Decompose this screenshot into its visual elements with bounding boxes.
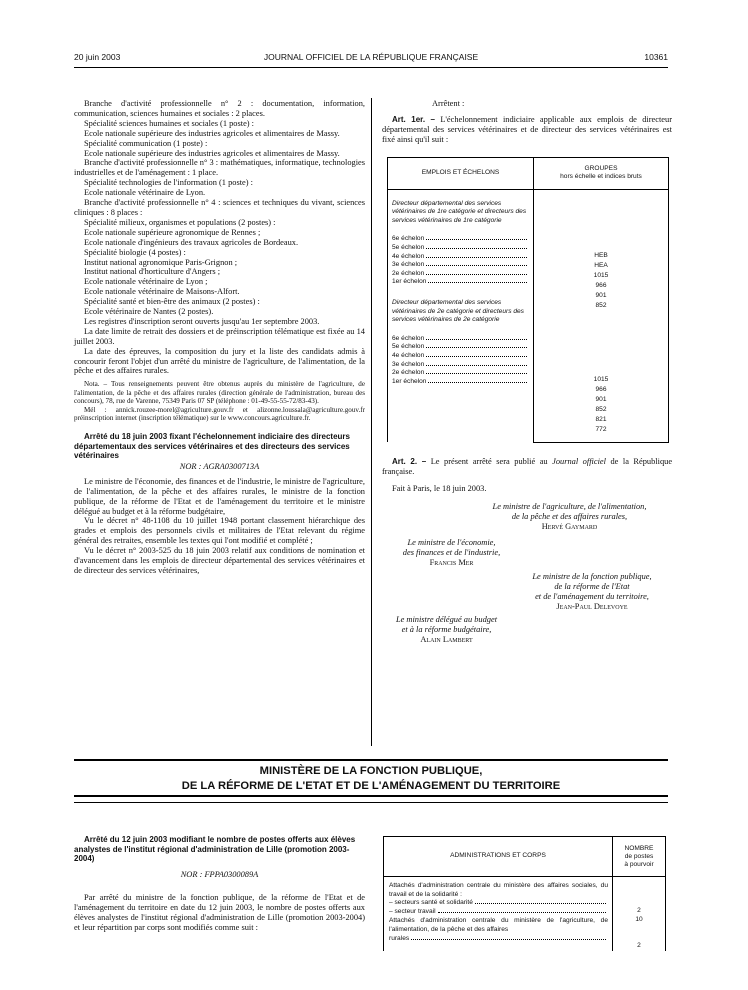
header-page-number: 10361 [644,52,668,62]
paragraph: Spécialité santé et bien-être des animaux (2 postes) : [84,297,260,307]
signature-title: et de l'aménagement du territoire, [535,591,649,601]
table-row: 1er échelon [392,278,529,287]
right-column [382,99,672,645]
echelonnement-table [387,157,669,443]
group-2-rows [392,335,529,387]
table-row: – secteur travail [389,908,608,917]
paragraph: Spécialité milieux, organismes et populations (2 postes) : [84,217,276,227]
group-1-title: Directeur départemental des services vétérinaires de 1re catégorie et directeurs des services vétérinaires de 1re catégorie [392,199,527,224]
paragraph: Spécialité sciences humaines et sociales (1 poste) : [84,118,255,128]
paragraph: Le ministre de l'économie, des finances et de l'industrie, le ministre de l'agriculture, de l'alimentation, de la pêche et des affaires rurales, le ministre de la fonction publique, de la réforme de l'Etat et de l'aménagement du territoire et le ministre délégué au budget et à la réforme budgétaire, [74,476,365,516]
paragraph: Institut national d'horticulture d'Angers ; [84,267,221,277]
page-header [74,52,668,66]
ministry-banner [74,759,668,797]
nota-email: Mél : annick.rouzee-morel@agriculture.gouv.fr et alizonne.loussala@agriculture.gouv.fr préinscription internet (inscription télématique) sur le www.concours.agriculture.fr. [74,405,365,422]
paragraph: Branche d'activité professionnelle n° 4 : sciences et techniques du vivant, sciences cliniques : 8 places : [74,198,365,217]
table-cell: 966 [595,385,607,393]
table-cell: 901 [595,291,607,299]
paragraph: Ecole nationale vétérinaire de Lyon. [84,188,206,198]
paragraph: Ecole nationale d'ingénieurs des travaux agricoles de Bordeaux. [84,237,299,247]
group-1-values [534,252,668,312]
table-cell: 966 [595,281,607,289]
table-row: 2e échelon [392,369,529,378]
paragraph: Les registres d'inscription seront ouverts jusqu'au 1er septembre 2003. [84,316,320,326]
signature-name: Hervé Gaymard [541,522,598,532]
nota-paragraph: Nota. – Tous renseignements peuvent être obtenus auprès du ministère de l'agriculture, de l'alimentation, de la pêche et des affaires rurales (direction générale de l'administration, bureau des concours), 78, rue de Varenne, 75349 Paris 07 SP (téléphone : 01-49-55-55-72/83-43). [74,380,365,406]
art1-text: L'échelonnement indiciaire applicable aux emplois de directeur départemental des services vétérinaires et de directeur des services vétérinaires est fixé ainsi qu'il suit : [382,114,672,144]
paragraph: Spécialité biologie (4 postes) : [84,247,186,257]
table-row: 6e échelon [392,235,529,244]
table-row: 3e échelon [392,361,529,370]
paragraph: Spécialité communication (1 poste) : [84,138,208,148]
fait-a-paris: Fait à Paris, le 18 juin 2003. [392,484,487,494]
table-row: rurales [389,935,608,944]
table-cell: 2 [637,942,641,949]
table-cell: 1015 [593,375,609,383]
banner-line-2: DE LA RÉFORME DE L'ETAT ET DE L'AMÉNAGEMENT DU TERRITOIRE [181,780,561,792]
table-row: – secteurs santé et solidarité [389,899,608,908]
arretent-text: Arrêtent : [432,99,465,108]
signature-block [384,538,519,568]
signature-name: Francis Mer [429,557,474,567]
signature-name: Jean-Paul Delevoye [556,601,628,611]
header-line: de postes [624,852,654,860]
header-line: NOMBRE [624,844,654,852]
paragraph: Vu le décret n° 48-1108 du 10 juillet 1948 portant classement hiérarchique des grades et emplois des personnels civils et militaires de l'Etat relevant du régime général des retraites, ensemble les textes qui l'ont modifié et complété ; [74,516,365,546]
table-cell: 821 [595,415,607,423]
table-header-nombre [613,837,666,877]
signature-title: et à la réforme budgétaire, [401,625,492,635]
paragraph: Ecole nationale vétérinaire de Lyon ; [84,277,208,287]
header-line: à pourvoir [624,860,654,868]
art2-text: Le présent arrêté sera publié au [430,456,548,466]
group-2-title: Directeur départemental des services vétérinaires de 2e catégorie et directeurs des services vétérinaires de 2e catégorie [392,298,524,324]
signature-block [384,615,509,645]
table-cell: 852 [595,301,607,309]
art2-text-end: de la République française. [382,456,673,476]
art1-label: Art. 1er. – [392,114,435,124]
paragraph: Ecole nationale supérieure agronomique de Rennes ; [84,227,261,237]
paragraph: La date des épreuves, la composition du jury et la liste des candidats admis à concourir feront l'objet d'un arrêté du ministre de l'agriculture, de l'alimentation, de la pêche et des affaires rurales. [74,346,365,376]
nombre-cell [613,877,666,951]
table-row: 4e échelon [392,352,529,361]
paragraph: Institut national agronomique Paris-Grignon ; [84,257,238,267]
signature-block [472,502,667,532]
group-1-rows [392,235,529,287]
table-cell: 901 [595,395,607,403]
table-row: 1er échelon [392,378,529,387]
signature-title: des finances et de l'industrie, [402,547,501,557]
paragraph: Spécialité technologies de l'information (1 poste) : [84,178,253,188]
header-date: 20 juin 2003 [74,52,121,62]
signature-title: Le ministre délégué au budget [395,615,498,625]
signature-title: Le ministre de l'économie, [407,538,496,548]
table-header-groupes [534,157,669,189]
paragraph: La date limite de retrait des dossiers et de préinscription télématique est fixée au 14 juillet 2003. [74,326,365,346]
paragraph: Branche d'activité professionnelle n° 3 : mathématiques, informatique, technologies industrielles et de l'aménagement : 1 place. [74,158,365,178]
table-row: 2e échelon [392,270,529,279]
table-header-administrations: ADMINISTRATIONS ET CORPS [384,837,613,877]
values-cell [534,189,669,442]
table-cell: 10 [635,916,643,923]
postes-table [383,836,666,951]
signature-name: Alain Lambert [420,635,473,645]
table-row: 3e échelon [392,261,529,270]
arrete-2-title: Arrêté du 12 juin 2003 modifiant le nombre de postes offerts aux élèves analystes de l'institut régional d'administration de Lille (promotion 2003-2004) [74,835,356,863]
table-row: 4e échelon [392,253,529,262]
arrete-title: Arrêté du 18 juin 2003 fixant l'échelonnement indiciaire des directeurs départementaux des services vétérinaires et des directeurs des services vétérinaires [74,432,350,461]
group-1-cell [388,189,534,442]
section-rule [74,802,668,803]
table-row: 5e échelon [392,343,529,352]
column-divider [371,98,372,746]
table-row: 6e échelon [392,335,529,344]
signature-title: Le ministre de l'agriculture, de l'alimentation, [492,502,647,512]
paragraph: Ecole nationale vétérinaire de Maisons-Alfort. [84,287,240,297]
paragraph: Ecole nationale supérieure des industries agricoles et alimentaires de Massy. [84,128,340,138]
administrations-cell [384,877,613,951]
table-cell: 1015 [593,271,609,279]
table-cell: 852 [595,405,607,413]
left-column [74,99,365,576]
paragraph: Branche d'activité professionnelle n° 2 : documentation, information, communication, sciences humaines et sociales : 2 places. [74,99,365,118]
table-cell: HEA [594,261,608,269]
header-rule [74,67,668,68]
paragraph: Par arrêté du ministre de la fonction publique, de la réforme de l'Etat et de l'aménagement du territoire en date du 12 juin 2003, le nombre de postes offerts aux élèves analystes de l'institut régional d'administration de Lille (promotion 2003-2004) et leur répartition par corps sont modifiés comme suit : [74,893,365,933]
arrete-nor: NOR : AGRA0300713A [179,461,260,471]
table-row: 5e échelon [392,244,529,253]
signature-title: Le ministre de la fonction publique, [532,571,652,581]
table-header-groupes-title: GROUPES [584,164,618,172]
paragraph: Ecole vétérinaire de Nantes (2 postes). [84,307,214,317]
table-header-groupes-sub: hors échelle et indices bruts [560,173,642,181]
entry-2: Attachés d'administration centrale du ministère de l'agriculture, de l'alimentation, de la pêche et des affaires [389,917,608,933]
paragraph: Vu le décret n° 2003-525 du 18 juin 2003 relatif aux conditions de nomination et d'avancement dans les emplois de directeur départemental des services vétérinaires et de directeur des services vétérinaires, [74,546,365,575]
table-cell: HEB [594,251,608,259]
art2-journal: Journal officiel [552,456,606,466]
table-header-emplois: EMPLOIS ET ÉCHELONS [388,157,534,189]
paragraph: Ecole nationale supérieure des industries agricoles et alimentaires de Massy. [84,148,340,158]
table-cell: 772 [595,425,607,433]
entry-1: Attachés d'administration centrale du ministère des affaires sociales, du travail et de la solidarité : [389,882,608,898]
table-cell: 2 [637,907,641,914]
group-2-values [534,376,668,436]
arrete-2-nor: NOR : FPPA0300089A [180,869,259,879]
header-journal: JOURNAL OFFICIEL DE LA RÉPUBLIQUE FRANÇAISE [263,52,479,62]
signature-title: de la réforme de l'Etat [554,581,630,591]
signature-block [512,572,672,612]
banner-line-1: MINISTÈRE DE LA FONCTION PUBLIQUE, [259,765,483,777]
art2-label: Art. 2. – [392,456,427,466]
bottom-left-column [74,835,365,933]
signature-title: de la pêche et des affaires rurales, [511,512,628,522]
